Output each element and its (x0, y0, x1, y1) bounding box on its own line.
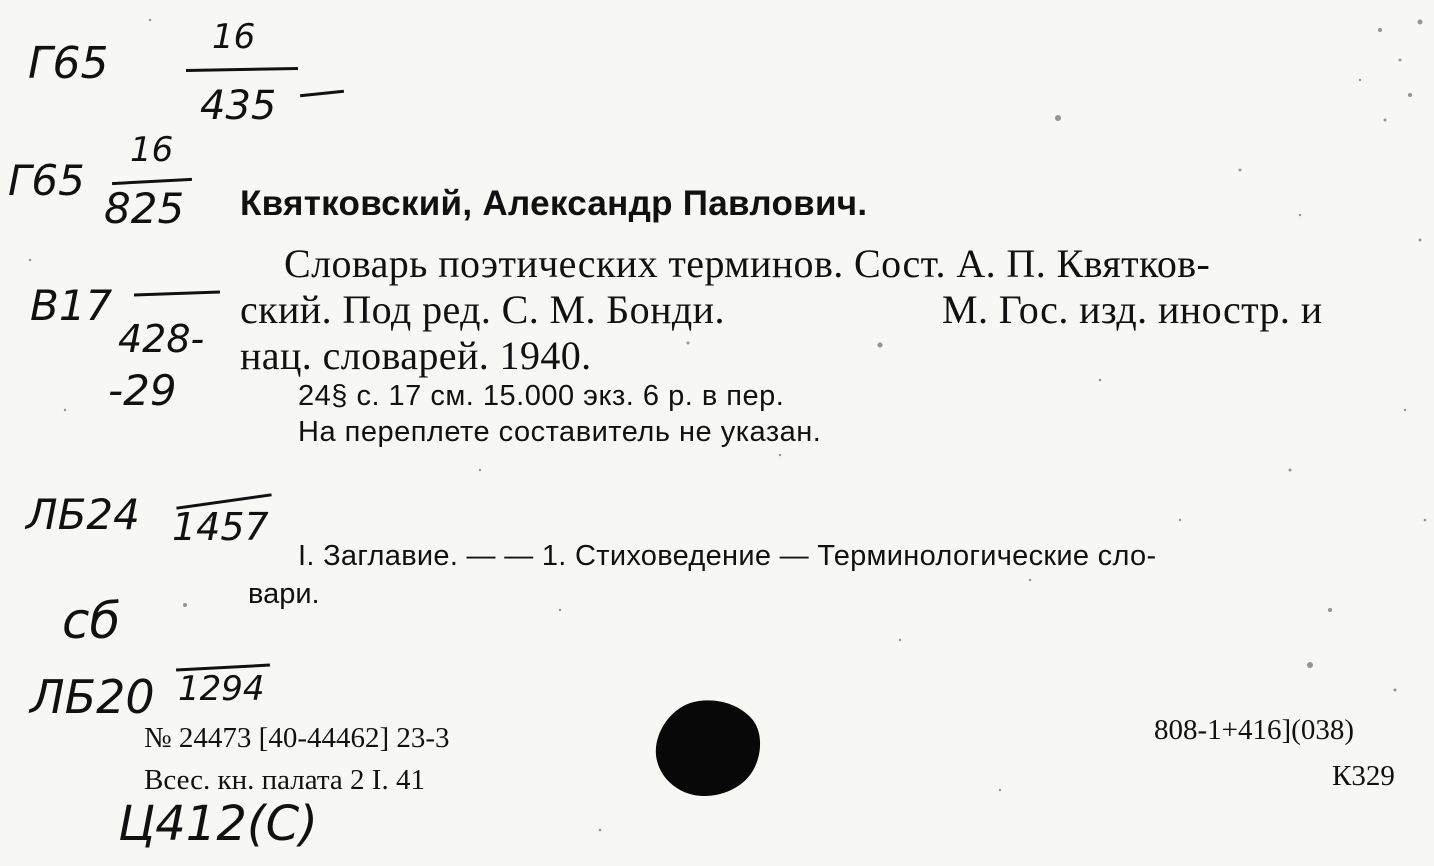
cutter-code: К329 (1332, 760, 1395, 792)
udc-code: 808-1+416](038) (1154, 714, 1354, 746)
note: На переплете составитель не указан. (298, 416, 822, 448)
call-number-2-top: 16 (130, 130, 174, 170)
call-number-6-prefix: ЛБ20 (30, 670, 155, 724)
call-number-1-top: 16 (212, 17, 256, 57)
call-number-3-prefix: В17 (30, 281, 113, 330)
call-number-1-prefix: Г65 (28, 38, 109, 89)
title-line-2b: М. Гос. изд. иностр. и (942, 287, 1323, 332)
author-heading: Квятковский, Александр Павлович. (240, 184, 868, 223)
call-number-7: Ц412(С) (118, 796, 318, 852)
title-line-3: нац. словарей. 1940. (240, 333, 592, 378)
call-number-1-bottom: 435 (200, 83, 277, 129)
punched-hole (652, 697, 764, 801)
call-number-3-cont: -29 (108, 366, 177, 415)
tracings-line-2: вари. (248, 578, 320, 610)
call-number-2-bottom: 825 (104, 184, 185, 233)
call-number-2-prefix: Г65 (8, 156, 85, 205)
book-chamber: Всес. кн. палата 2 I. 41 (144, 764, 425, 796)
record-number: № 24473 [40-44462] 23-3 (144, 722, 450, 754)
title-line-2a: ский. Под ред. С. М. Бонди. (240, 287, 725, 332)
call-number-5: сб (62, 592, 121, 650)
call-number-6-suffix: 1294 (178, 669, 265, 709)
physical-description: 24§ с. 17 см. 15.000 экз. 6 р. в пер. (298, 380, 785, 412)
call-number-3-suffix: 428- (118, 317, 205, 361)
call-number-4-suffix: 1457 (172, 505, 269, 549)
title-line-1: Словарь поэтических терминов. Сост. А. П. Квятков- (284, 241, 1211, 286)
call-number-4-prefix: ЛБ24 (26, 490, 140, 539)
tracings-line-1: I. Заглавие. — — 1. Стиховедение — Терминологические сло- (298, 540, 1157, 572)
